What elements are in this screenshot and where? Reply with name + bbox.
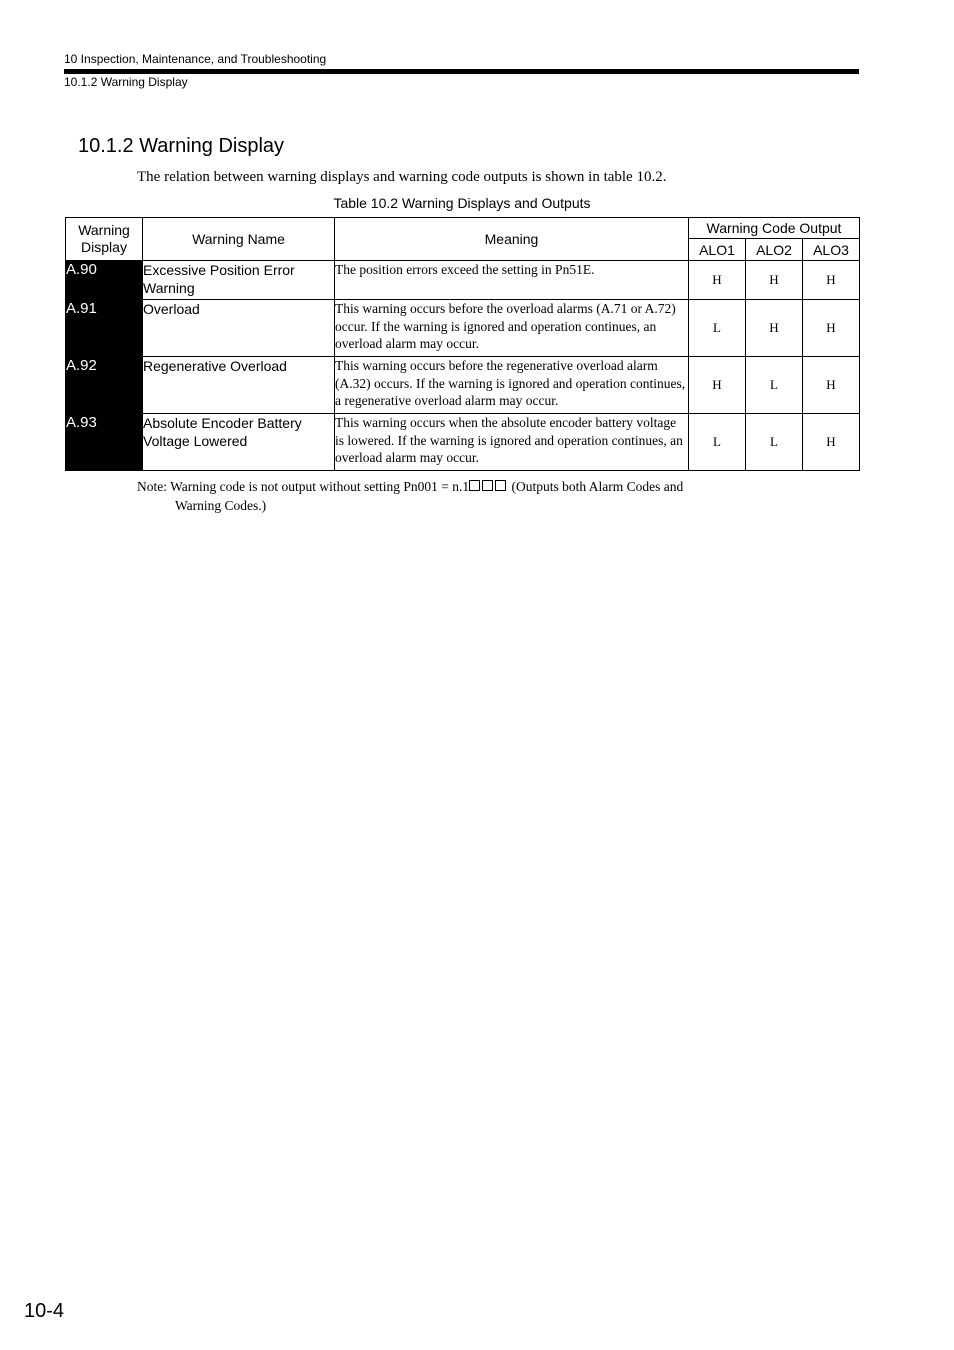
warning-name: Excessive Position Error Warning (143, 261, 335, 300)
table-note (137, 477, 683, 515)
alo1-value: L (689, 414, 746, 471)
warning-code: A.93 (66, 414, 143, 471)
header-alo2: ALO2 (746, 239, 803, 261)
alo3-value: H (803, 261, 860, 300)
warning-name: Absolute Encoder Battery Voltage Lowered (143, 414, 335, 471)
running-header-section: 10.1.2 Warning Display (64, 75, 188, 89)
alo2-value: H (746, 300, 803, 357)
warning-code: A.92 (66, 357, 143, 414)
header-rule (64, 69, 859, 74)
table-caption: Table 10.2 Warning Displays and Outputs (333, 195, 591, 211)
intro-paragraph: The relation between warning displays and warning code outputs is shown in table 10.2. (137, 169, 667, 185)
page-number: 10-4 (24, 1300, 65, 1322)
warning-code: A.91 (66, 300, 143, 357)
warning-meaning: The position errors exceed the setting in Pn51E. (335, 261, 689, 300)
header-warning-display: Warning Display (66, 218, 143, 261)
note-text-start: Note: Warning code is not output without setting Pn001 = n.1 (137, 479, 470, 494)
table-row (66, 357, 860, 414)
warning-name: Overload (143, 300, 335, 357)
note-line-2: Warning Codes.) (175, 498, 267, 513)
note-text-end: (Outputs both Alarm Codes and (508, 479, 684, 494)
header-warning-name: Warning Name (143, 218, 335, 261)
alo3-value: H (803, 357, 860, 414)
warning-table (65, 217, 860, 471)
placeholder-boxes-icon (469, 477, 508, 496)
alo2-value: L (746, 414, 803, 471)
alo2-value: L (746, 357, 803, 414)
alo2-value: H (746, 261, 803, 300)
warning-meaning: This warning occurs when the absolute encoder battery voltage is lowered. If the warning is ignored and operation continues, an overload alarm may occur. (335, 414, 689, 471)
running-header-chapter: 10 Inspection, Maintenance, and Troubleshooting (64, 52, 327, 66)
table-row (66, 414, 860, 471)
alo1-value: L (689, 300, 746, 357)
warning-name: Regenerative Overload (143, 357, 335, 414)
header-meaning: Meaning (335, 218, 689, 261)
warning-code: A.90 (66, 261, 143, 300)
alo1-value: H (689, 261, 746, 300)
header-warning-code-output: Warning Code Output (689, 218, 860, 239)
table-row (66, 261, 860, 300)
alo3-value: H (803, 414, 860, 471)
note-line-1 (137, 477, 683, 496)
section-heading: 10.1.2 Warning Display (78, 135, 285, 157)
header-alo3: ALO3 (803, 239, 860, 261)
header-alo1: ALO1 (689, 239, 746, 261)
alo3-value: H (803, 300, 860, 357)
warning-meaning: This warning occurs before the overload alarms (A.71 or A.72) occur. If the warning is ignored and operation continues, an overload alarm may occur. (335, 300, 689, 357)
alo1-value: H (689, 357, 746, 414)
table-row (66, 300, 860, 357)
warning-meaning: This warning occurs before the regenerative overload alarm (A.32) occurs. If the warning is ignored and operation continues, a regenerative overload alarm may occur. (335, 357, 689, 414)
